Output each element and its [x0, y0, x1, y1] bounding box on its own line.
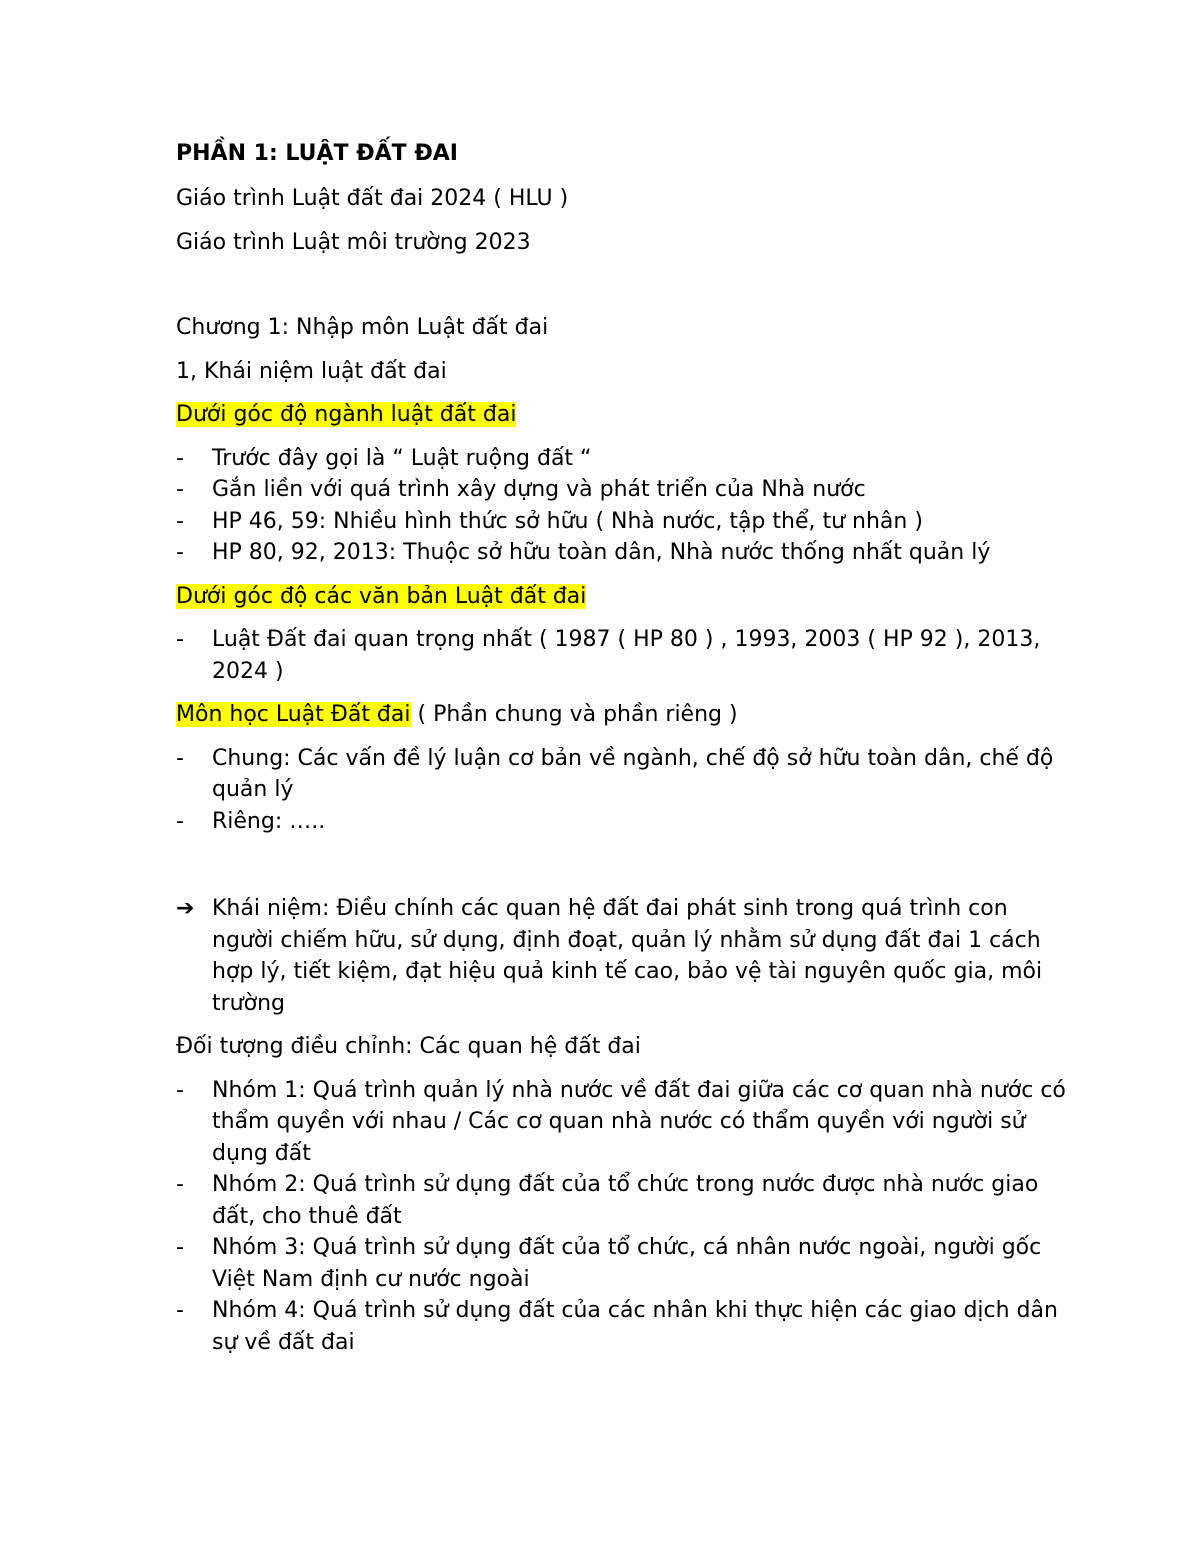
list-item: - Riêng: …..	[176, 806, 1076, 838]
list-item: - Nhóm 4: Quá trình sử dụng đất của các nhân khi thực hiện các giao dịch dân sự về đất đai	[176, 1295, 1076, 1358]
dash-bullet: -	[176, 1298, 184, 1323]
highlight-vanban: Dưới góc độ các văn bản Luật đất đai	[176, 583, 587, 609]
list-item: - HP 46, 59: Nhiều hình thức sở hữu ( Nhà nước, tập thể, tư nhân )	[176, 506, 1076, 538]
heading-nganh	[176, 399, 1076, 431]
dash-bullet: -	[176, 477, 184, 502]
dash-bullet: -	[176, 808, 184, 834]
list-item: - HP 80, 92, 2013: Thuộc sở hữu toàn dân, Nhà nước thống nhất quản lý	[176, 537, 1076, 569]
dash-bullet: -	[176, 1077, 184, 1103]
highlight-nganh: Dưới góc độ ngành luật đất đai	[176, 402, 517, 427]
chapter-heading: Chương 1: Nhập môn Luật đất đai	[176, 315, 549, 340]
object-heading: Đối tượng điều chỉnh: Các quan hệ đất đai	[176, 1034, 641, 1059]
dash-bullet: -	[176, 1172, 184, 1197]
list-item: - Nhóm 3: Quá trình sử dụng đất của tổ chức, cá nhân nước ngoài, người gốc Việt Nam định cư nước ngoài	[176, 1232, 1076, 1295]
dash-bullet: -	[176, 508, 184, 534]
arrow-right-icon: ➔	[176, 896, 195, 921]
list-nganh	[176, 443, 1076, 569]
section-heading: 1, Khái niệm luật đất đai	[176, 358, 447, 384]
list-monhoc	[176, 743, 1076, 838]
dash-bullet: -	[176, 1235, 184, 1260]
reference-1: Giáo trình Luật đất đai 2024 ( HLU )	[176, 186, 569, 211]
dash-bullet: -	[176, 540, 184, 565]
dash-bullet: -	[176, 745, 184, 771]
heading-vanban	[176, 581, 1076, 613]
list-item: - Nhóm 1: Quá trình quản lý nhà nước về đất đai giữa các cơ quan nhà nước có thẩm quyền với nhau / Các cơ quan nhà nước có thẩm quyền với người sử dụng đất	[176, 1075, 1076, 1170]
list-item: - Gắn liền với quá trình xây dựng và phát triển của Nhà nước	[176, 474, 1076, 506]
concept-text: Khái niệm: Điều chính các quan hệ đất đai phát sinh trong quá trình con người chiếm hữu, sử dụng, định đoạt, quản lý nhằm sử dụng đất đai 1 cách hợp lý, tiết kiệm, đạt hiệu quả kinh tế cao, bảo vệ tài nguyên quốc gia, môi trường	[212, 896, 1043, 1016]
list-vanban	[176, 624, 1076, 687]
heading-monhoc-rest: ( Phần chung và phần riêng )	[410, 702, 738, 727]
list-item: - Nhóm 2: Quá trình sử dụng đất của tổ chức trong nước được nhà nước giao đất, cho thuê đất	[176, 1169, 1076, 1232]
highlight-monhoc: Môn học Luật Đất đai	[176, 702, 411, 727]
dash-bullet: -	[176, 445, 184, 471]
list-item: - Luật Đất đai quan trọng nhất ( 1987 ( HP 80 ) , 1993, 2003 ( HP 92 ), 2013, 2024 )	[176, 624, 1076, 687]
document-page	[176, 138, 1076, 1358]
list-item: - Trước đây gọi là “ Luật ruộng đất “	[176, 443, 1076, 475]
dash-bullet: -	[176, 627, 184, 652]
concept-paragraph	[176, 893, 1076, 1019]
reference-2: Giáo trình Luật môi trường 2023	[176, 229, 531, 255]
document-title: PHẦN 1: LUẬT ĐẤT ĐAI	[176, 141, 458, 166]
list-nhom	[176, 1075, 1076, 1359]
list-item: - Chung: Các vấn đề lý luận cơ bản về ngành, chế độ sở hữu toàn dân, chế độ quản lý	[176, 743, 1076, 806]
heading-monhoc	[176, 699, 1076, 731]
